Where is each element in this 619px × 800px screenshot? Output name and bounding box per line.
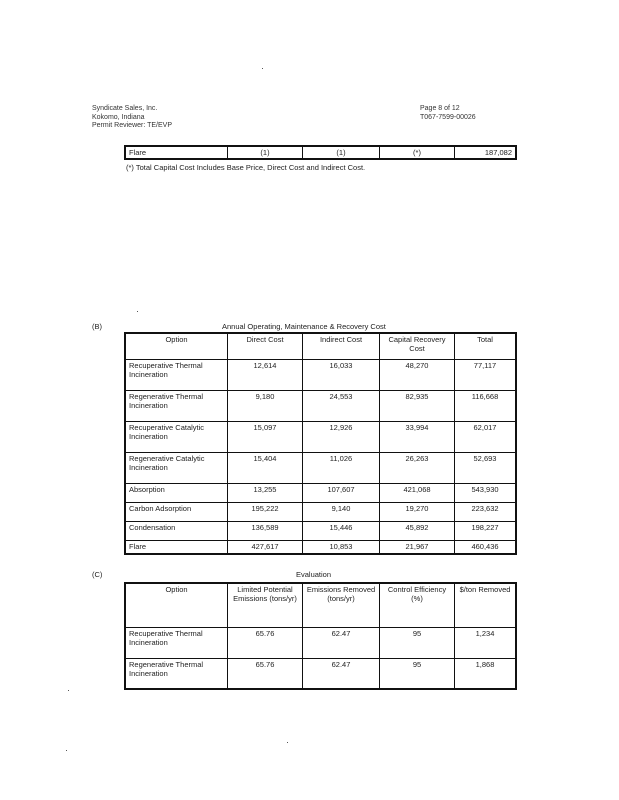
table-header-row xyxy=(125,583,516,627)
cell-recovery: 82,935 xyxy=(380,390,455,421)
company-location: Kokomo, Indiana xyxy=(92,113,145,121)
col-header-recovery: Capital Recovery Cost xyxy=(380,333,455,359)
scan-speck xyxy=(137,311,138,312)
cell-option: Regenerative Catalytic Incineration xyxy=(125,452,228,483)
page-number: Page 8 of 12 xyxy=(420,105,460,112)
footnote: (*) Total Capital Cost Includes Base Price, Direct Cost and Indirect Cost. xyxy=(126,163,366,172)
col-header-removed: Emissions Removed (tons/yr) xyxy=(303,583,380,627)
cell-direct: 15,404 xyxy=(228,452,303,483)
annual-cost-table xyxy=(124,332,517,555)
cell-option: Carbon Adsorption xyxy=(125,502,228,521)
cell-option: Recuperative Catalytic Incineration xyxy=(125,421,228,452)
cell-indirect: 12,926 xyxy=(303,421,380,452)
header-right xyxy=(420,105,476,122)
capital-cost-table-tail xyxy=(124,145,517,160)
cell-indirect: 9,140 xyxy=(303,502,380,521)
col-header-indirect: Indirect Cost xyxy=(303,333,380,359)
cell-direct: 427,617 xyxy=(228,540,303,554)
table-row xyxy=(125,521,516,540)
table-row xyxy=(125,502,516,521)
section-b-label: (B) xyxy=(92,322,102,331)
table-header-row xyxy=(125,333,516,359)
cell-option: Absorption xyxy=(125,483,228,502)
col-header-cost-per-ton: $/ton Removed xyxy=(455,583,517,627)
table-row xyxy=(125,540,516,554)
cell-total: 543,930 xyxy=(455,483,517,502)
cell-total: 187,082 xyxy=(455,146,517,159)
cell-indirect: 24,553 xyxy=(303,390,380,421)
cell-removed: 62.47 xyxy=(303,658,380,689)
col-header-efficiency: Control Efficiency (%) xyxy=(380,583,455,627)
cell-indirect: 15,446 xyxy=(303,521,380,540)
cell-total: 198,227 xyxy=(455,521,517,540)
cell-indirect: 10,853 xyxy=(303,540,380,554)
cell-direct: 9,180 xyxy=(228,390,303,421)
cell-total: 62,017 xyxy=(455,421,517,452)
cell-efficiency: 95 xyxy=(380,627,455,658)
cell-total: 223,632 xyxy=(455,502,517,521)
cell-option: Flare xyxy=(125,540,228,554)
section-c-title: Evaluation xyxy=(296,570,332,579)
cell-indirect: 16,033 xyxy=(303,359,380,390)
cell-total: 460,436 xyxy=(455,540,517,554)
cell-option: Flare xyxy=(125,146,228,159)
col-header-option: Option xyxy=(125,333,228,359)
col-header-direct: Direct Cost xyxy=(228,333,303,359)
cell-cost-per-ton: 1,234 xyxy=(455,627,517,658)
cell-direct: (1) xyxy=(228,146,303,159)
cell-indirect: 107,607 xyxy=(303,483,380,502)
table-row xyxy=(125,390,516,421)
document-id: T067-7599-00026 xyxy=(420,113,476,121)
cell-efficiency: 95 xyxy=(380,658,455,689)
scan-speck xyxy=(262,68,263,69)
cell-indirect: 11,026 xyxy=(303,452,380,483)
cell-cost-per-ton: 1,868 xyxy=(455,658,517,689)
table-row xyxy=(125,483,516,502)
table-row xyxy=(125,146,516,159)
cell-recovery: (*) xyxy=(380,146,455,159)
cell-option: Regenerative Thermal Incineration xyxy=(125,390,228,421)
table-row xyxy=(125,658,516,689)
cell-total: 116,668 xyxy=(455,390,517,421)
scan-speck xyxy=(68,690,69,691)
table-row xyxy=(125,452,516,483)
table-row xyxy=(125,421,516,452)
cell-option: Regenerative Thermal Incineration xyxy=(125,658,228,689)
col-header-option: Option xyxy=(125,583,228,627)
cell-direct: 136,589 xyxy=(228,521,303,540)
cell-limited: 65.76 xyxy=(228,658,303,689)
cell-direct: 13,255 xyxy=(228,483,303,502)
cell-recovery: 26,263 xyxy=(380,452,455,483)
evaluation-table xyxy=(124,582,517,690)
section-c-label: (C) xyxy=(92,570,103,579)
cell-direct: 12,614 xyxy=(228,359,303,390)
cell-option: Condensation xyxy=(125,521,228,540)
cell-recovery: 33,994 xyxy=(380,421,455,452)
table-row xyxy=(125,627,516,658)
cell-limited: 65.76 xyxy=(228,627,303,658)
permit-reviewer: Permit Reviewer: TE/EVP xyxy=(92,122,173,129)
scan-speck xyxy=(66,750,67,751)
cell-direct: 15,097 xyxy=(228,421,303,452)
cell-recovery: 45,892 xyxy=(380,521,455,540)
cell-total: 52,693 xyxy=(455,452,517,483)
company-name: Syndicate Sales, Inc. xyxy=(92,105,158,112)
cell-direct: 195,222 xyxy=(228,502,303,521)
col-header-limited: Limited Potential Emissions (tons/yr) xyxy=(228,583,303,627)
cell-recovery: 421,068 xyxy=(380,483,455,502)
header-left xyxy=(92,105,172,131)
cell-recovery: 48,270 xyxy=(380,359,455,390)
cell-option: Recuperative Thermal Incineration xyxy=(125,627,228,658)
cell-recovery: 21,967 xyxy=(380,540,455,554)
cell-option: Recuperative Thermal Incineration xyxy=(125,359,228,390)
cell-removed: 62.47 xyxy=(303,627,380,658)
cell-total: 77,117 xyxy=(455,359,517,390)
cell-recovery: 19,270 xyxy=(380,502,455,521)
section-b-title: Annual Operating, Maintenance & Recovery Cost xyxy=(222,322,386,331)
col-header-total: Total xyxy=(455,333,517,359)
scan-speck xyxy=(287,742,288,743)
table-row xyxy=(125,359,516,390)
cell-indirect: (1) xyxy=(303,146,380,159)
